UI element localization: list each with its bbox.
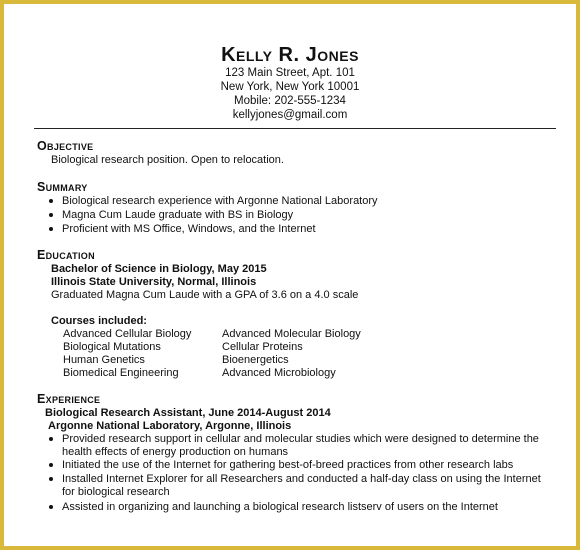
objective-heading: Objective — [37, 139, 94, 153]
course-item: Biological Mutations — [63, 341, 161, 353]
employer: Argonne National Laboratory, Argonne, Illinois — [48, 420, 292, 432]
bullet-icon — [49, 213, 53, 217]
address-line-1: 123 Main Street, Apt. 101 — [225, 67, 355, 79]
bullet-icon — [49, 227, 53, 231]
objective-text: Biological research position. Open to relocation. — [51, 154, 284, 166]
summary-heading: Summary — [37, 180, 88, 194]
experience-item: Initiated the use of the Internet for gathering best-of-breed practices from other research labs — [62, 459, 554, 472]
bullet-icon — [49, 199, 53, 203]
candidate-name: Kelly R. Jones — [221, 44, 359, 66]
experience-item: Assisted in organizing and launching a biological research listserv of users on the Internet — [62, 501, 554, 514]
summary-item: Magna Cum Laude graduate with BS in Biology — [62, 209, 293, 222]
bullet-icon — [49, 437, 53, 441]
address-line-2: New York, New York 10001 — [220, 81, 360, 93]
resume-header — [4, 44, 576, 122]
bullet-icon — [49, 463, 53, 467]
mobile-phone: Mobile: 202-555-1234 — [234, 95, 346, 107]
course-item: Advanced Cellular Biology — [63, 328, 192, 340]
course-item: Advanced Microbiology — [222, 367, 336, 379]
course-item: Biomedical Engineering — [63, 367, 179, 379]
job-title: Biological Research Assistant, June 2014-August 2014 — [45, 407, 331, 419]
resume-page — [4, 4, 576, 546]
summary-item: Proficient with MS Office, Windows, and the Internet — [62, 223, 316, 236]
course-item: Human Genetics — [63, 354, 145, 366]
education-heading: Education — [37, 248, 95, 262]
course-item: Bioenergetics — [222, 354, 289, 366]
school: Illinois State University, Normal, Illinois — [51, 276, 257, 288]
courses-label: Courses included: — [51, 315, 147, 327]
course-item: Advanced Molecular Biology — [222, 328, 361, 340]
experience-item: Installed Internet Explorer for all Researchers and conducted a half-day class on using the Internet for biological research — [62, 473, 554, 499]
gpa: Graduated Magna Cum Laude with a GPA of 3.6 on a 4.0 scale — [51, 289, 359, 301]
experience-heading: Experience — [37, 392, 101, 406]
summary-item: Biological research experience with Argonne National Laboratory — [62, 195, 378, 208]
experience-item: Provided research support in cellular and molecular studies which were designed to determine the health effects of energy production on humans — [62, 433, 554, 459]
header-divider — [34, 128, 556, 129]
bullet-icon — [49, 505, 53, 509]
course-item: Cellular Proteins — [222, 341, 303, 353]
bullet-icon — [49, 477, 53, 481]
degree: Bachelor of Science in Biology, May 2015 — [51, 263, 267, 275]
email-address: kellyjones@gmail.com — [232, 109, 348, 121]
